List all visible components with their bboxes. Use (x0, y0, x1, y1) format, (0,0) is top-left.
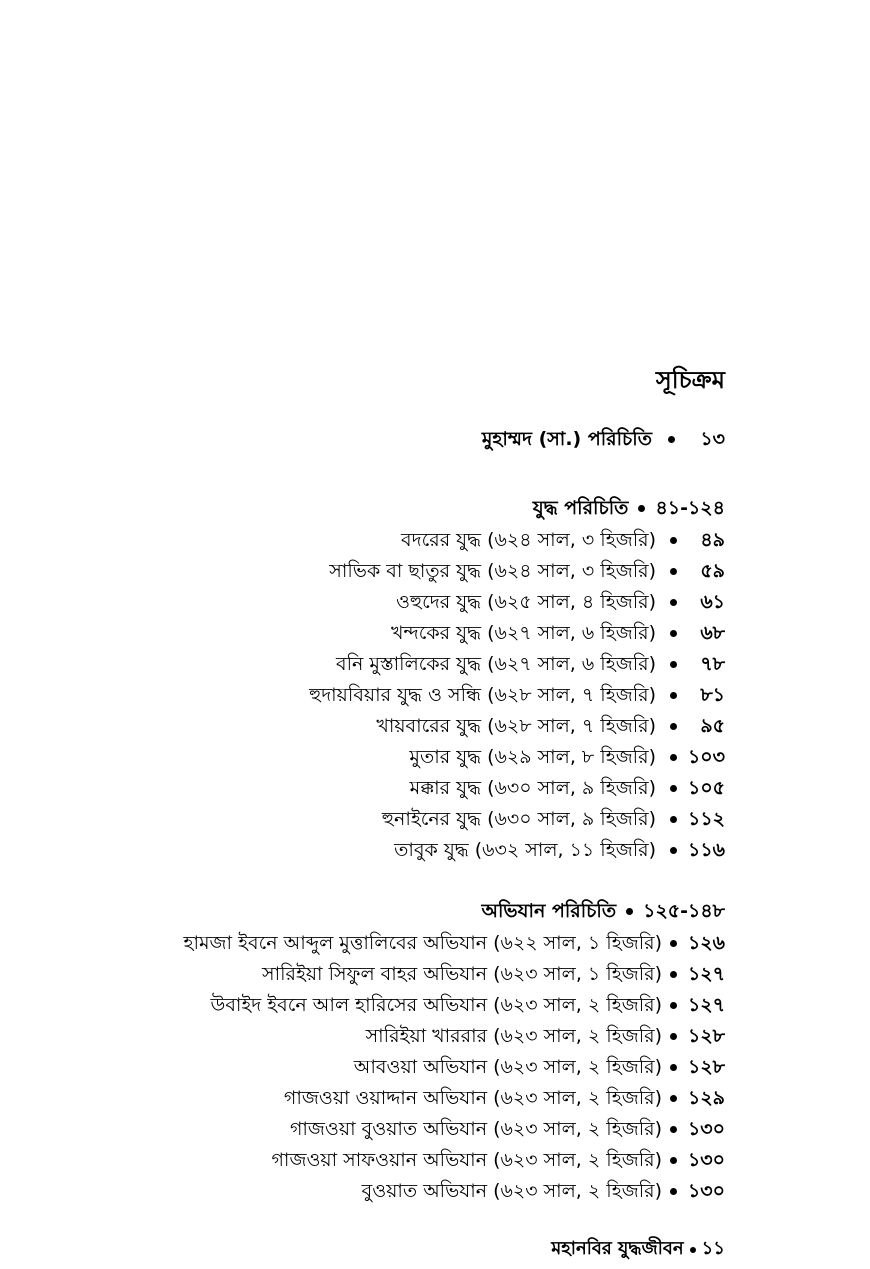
bullet-icon (670, 1157, 677, 1164)
toc-entry (366, 1021, 725, 1052)
toc-entry-title: ওহুদের যুদ্ধ (৬২৫ সাল, ৪ হিজরি) (395, 591, 656, 613)
bullet-icon (638, 505, 645, 512)
toc-entry-page: ৯৫ (700, 715, 725, 737)
toc-entry-page: ১০৫ (687, 777, 725, 799)
toc-entry-page: ১৩ (700, 428, 725, 450)
bullet-icon (670, 537, 677, 544)
toc-entry (391, 618, 725, 649)
bullet-icon (670, 847, 677, 854)
toc-entry-title: হুনাইনের যুদ্ধ (৬৩০ সাল, ৯ হিজরি) (381, 808, 656, 830)
toc-entry-title: মক্কার যুদ্ধ (৬৩০ সাল, ৯ হিজরি) (409, 777, 656, 799)
toc-entry-title: হুদায়বিয়ার যুদ্ধ ও সন্ধি (৬২৮ সাল, ৭ হিজরি) (309, 684, 656, 706)
toc-entry-page: ১০৩ (687, 746, 725, 768)
toc-entry (271, 1145, 725, 1176)
toc-entry-page: ১২৭ (687, 963, 725, 985)
bullet-icon (670, 1126, 677, 1133)
toc-entry (284, 1083, 725, 1114)
toc-entry (382, 804, 725, 835)
toc-entry-title: মুতার যুদ্ধ (৬২৯ সাল, ৮ হিজরি) (409, 746, 656, 768)
toc-entry-title: সাভিক বা ছাতুর যুদ্ধ (৬২৪ সাল, ৩ হিজরি) (329, 560, 656, 582)
bullet-icon (670, 785, 677, 792)
bullet-icon (670, 1188, 677, 1195)
toc-entry (309, 680, 725, 711)
toc-entry (354, 1052, 725, 1083)
toc-entry-page: ৪৯ (700, 529, 725, 551)
toc-entry-page: ১২৯ (687, 1087, 725, 1109)
toc-entry (396, 587, 725, 618)
toc-entry-page: ১১৬ (687, 839, 725, 861)
toc-section-range: ৪১-১২৪ (655, 497, 725, 519)
toc-entry-title: সারিইয়া সিফুল বাহর অভিযান (৬২৩ সাল, ১ হিজরি) (262, 963, 662, 985)
toc-entry (329, 556, 725, 587)
toc-entry (394, 835, 725, 866)
bullet-icon (670, 1033, 677, 1040)
toc-entry-page: ৮১ (700, 684, 725, 706)
toc-entry-page: ৬১ (700, 591, 725, 613)
bullet-icon (670, 816, 677, 823)
toc-entry-page: ১৩০ (687, 1180, 725, 1202)
toc-entry-page: ১১২ (687, 808, 725, 830)
toc-entry (409, 742, 725, 773)
toc-entry-title: মুহাম্মদ (সা.) পরিচিতি (481, 428, 652, 450)
toc-entry-title: খায়বারের যুদ্ধ (৬২৮ সাল, ৭ হিজরি) (376, 715, 656, 737)
bullet-icon (670, 754, 677, 761)
toc-heading: সূচিক্রম (655, 366, 725, 394)
bullet-icon (670, 692, 677, 699)
toc-entry-title: হামজা ইবনে আব্দুল মুত্তালিবের অভিযান (৬২২ সাল, ১ হিজরি) (183, 932, 662, 954)
toc-entry (184, 928, 725, 959)
bullet-icon (670, 940, 677, 947)
toc-entry-title: উবাইদ ইবনে আল হারিসের অভিযান (৬২৩ সাল, ২ হিজরি) (210, 994, 662, 1016)
toc-section-title: যুদ্ধ পরিচিতি (532, 497, 629, 519)
toc-entry (362, 1176, 725, 1207)
toc-entry-page: ১৩০ (687, 1118, 725, 1140)
toc-intro-row (482, 424, 725, 455)
toc-entry (211, 990, 725, 1021)
bullet-icon (670, 661, 677, 668)
bullet-icon (670, 1002, 677, 1009)
footer-page-number: ১১ (701, 1238, 725, 1259)
toc-entry-title: গাজওয়া সাফওয়ান অভিযান (৬২৩ সাল, ২ হিজরি) (271, 1149, 662, 1171)
bullet-icon (670, 568, 677, 575)
toc-entry (336, 649, 725, 680)
bullet-icon (668, 436, 675, 443)
toc-entry-page: ১২৮ (687, 1056, 725, 1078)
toc-entry-page: ১৩০ (687, 1149, 725, 1171)
toc-entry-page: ১২৬ (687, 932, 725, 954)
bullet-icon (670, 971, 677, 978)
toc-entry-title: বুওয়াত অভিযান (৬২৩ সাল, ২ হিজরি) (361, 1180, 662, 1202)
bullet-icon (670, 1064, 677, 1071)
footer-book-title: মহানবির যুদ্ধজীবন (551, 1238, 684, 1259)
toc-entry (290, 1114, 725, 1145)
toc-entry-title: বনি মুস্তালিকের যুদ্ধ (৬২৭ সাল, ৬ হিজরি) (336, 653, 656, 675)
bullet-icon (670, 723, 677, 730)
toc-entry-page: ৫৯ (700, 560, 725, 582)
bullet-icon (670, 630, 677, 637)
toc-section-title: অভিযান পরিচিতি (481, 900, 617, 922)
toc-entry-title: আবওয়া অভিযান (৬২৩ সাল, ২ হিজরি) (353, 1056, 662, 1078)
toc-entry (410, 773, 725, 804)
toc-entry-page: ১২৭ (687, 994, 725, 1016)
toc-entry-page: ৬৮ (700, 622, 725, 644)
toc-entry-page: ৭৮ (700, 653, 725, 675)
toc-entry (262, 959, 725, 990)
toc-section-header (533, 493, 725, 524)
bullet-icon (690, 1247, 696, 1253)
toc-entry (376, 711, 725, 742)
bullet-icon (670, 599, 677, 606)
toc-entry-page: ১২৮ (687, 1025, 725, 1047)
toc-entry-title: তাবুক যুদ্ধ (৬৩২ সাল, ১১ হিজরি) (394, 839, 656, 861)
toc-section-header (481, 896, 725, 927)
toc-entry-title: বদরের যুদ্ধ (৬২৪ সাল, ৩ হিজরি) (401, 529, 656, 551)
toc-entry-title: খন্দকের যুদ্ধ (৬২৭ সাল, ৬ হিজরি) (391, 622, 656, 644)
toc-entry-title: সারিইয়া খাররার (৬২৩ সাল, ২ হিজরি) (365, 1025, 662, 1047)
page-footer (551, 1234, 725, 1265)
bullet-icon (670, 1095, 677, 1102)
bullet-icon (626, 908, 633, 915)
toc-entry-title: গাজওয়া ওয়াদ্দান অভিযান (৬২৩ সাল, ২ হিজরি) (283, 1087, 662, 1109)
toc-entry (401, 525, 725, 556)
toc-section-range: ১২৫-১৪৮ (643, 900, 725, 922)
toc-entry-title: গাজওয়া বুওয়াত অভিযান (৬২৩ সাল, ২ হিজরি) (289, 1118, 662, 1140)
